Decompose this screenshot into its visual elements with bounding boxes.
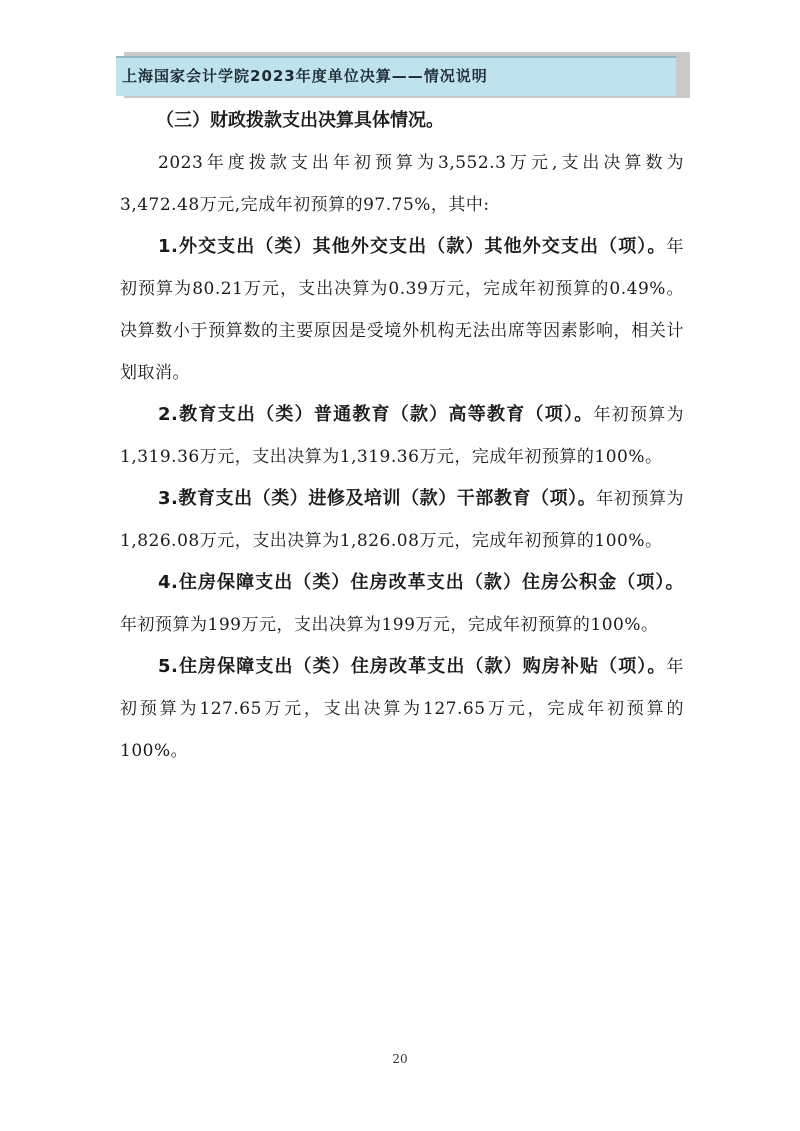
- page-number: 20: [392, 1052, 408, 1066]
- item-lead-5: 5.住房保障支出（类）住房改革支出（款）购房补贴（项）。: [158, 656, 667, 677]
- section-heading: （三）财政拨款支出决算具体情况。: [156, 110, 444, 131]
- item-lead-2: 2.教育支出（类）普通教育（款）高等教育（项）。: [158, 404, 594, 425]
- header-title: 上海国家会计学院2023年度单位决算——情况说明: [122, 67, 488, 85]
- item-lead-4: 4.住房保障支出（类）住房改革支出（款）住房公积金（项）。: [158, 572, 684, 593]
- item-body-3: 年初预算为1,826.08万元，支出决算为1,826.08万元，完成年初预算的100%。: [120, 489, 684, 551]
- intro-paragraph: 2023年度拨款支出年初预算为3,552.3万元,支出决算数为3,472.48万元,完成年初预算的97.75%，其中:: [120, 153, 684, 215]
- page-header: [116, 46, 686, 98]
- item-paragraph-1: [120, 226, 684, 394]
- item-body-4: 年初预算为199万元，支出决算为199万元，完成年初预算的100%。: [120, 615, 659, 635]
- item-body-1: 年初预算为80.21万元，支出决算为0.39万元，完成年初预算的0.49%。决算数小于预算数的主要原因是受境外机构无法出席等因素影响，相关计划取消。: [120, 237, 684, 383]
- document-body: [120, 100, 684, 772]
- item-body-2: 年初预算为1,319.36万元，支出决算为1,319.36万元，完成年初预算的100%。: [120, 405, 684, 467]
- item-lead-1: 1.外交支出（类）其他外交支出（款）其他外交支出（项）。: [158, 236, 667, 257]
- item-body-5: 年初预算为127.65万元，支出决算为127.65万元，完成年初预算的100%。: [120, 657, 684, 761]
- item-paragraph-5: [120, 646, 684, 772]
- item-paragraph-4: [120, 562, 684, 646]
- item-paragraph-2: [120, 394, 684, 478]
- item-paragraph-3: [120, 478, 684, 562]
- item-lead-3: 3.教育支出（类）进修及培训（款）干部教育（项）。: [158, 488, 597, 509]
